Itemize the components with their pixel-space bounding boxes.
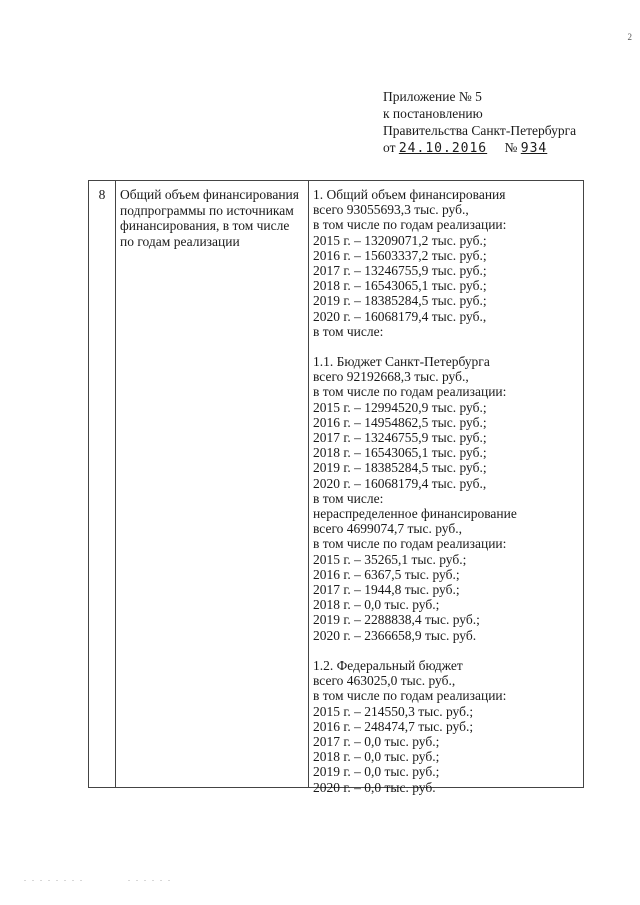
financing-line: нераспределенное финансирование [313,506,517,522]
financing-line: 1.2. Федеральный бюджет [313,657,463,673]
financing-line: 2017 г. – 13246755,9 тыс. руб.; [313,263,487,279]
financing-line: всего 92192668,3 тыс. руб., [313,369,469,385]
financing-line: в том числе по годам реализации: [313,384,507,400]
financing-line: в том числе: [313,490,384,506]
financing-line: в том числе: [313,323,384,339]
resolution-number: 934 [520,141,548,156]
row-number: 8 [98,187,106,202]
financing-section [313,354,581,643]
financing-line: всего 463025,0 тыс. руб., [313,673,456,689]
financing-line: 2017 г. – 13246755,9 тыс. руб.; [313,430,487,446]
financing-line: 2016 г. – 6367,5 тыс. руб.; [313,566,460,582]
financing-line: 2015 г. – 13209071,2 тыс. руб.; [313,232,487,248]
financing-line: 2016 г. – 248474,7 тыс. руб.; [313,718,474,734]
financing-line: 1. Общий объем финансирования [313,187,506,202]
financing-line: 2017 г. – 1944,8 тыс. руб.; [313,582,460,598]
financing-line: 2020 г. – 16068179,4 тыс. руб., [313,475,487,491]
financing-line: 2019 г. – 2288838,4 тыс. руб.; [313,612,480,628]
financing-line: 2019 г. – 18385284,5 тыс. руб.; [313,293,487,309]
scan-artifact: . . . . . . [128,874,172,883]
financing-line: 2016 г. – 15603337,2 тыс. руб.; [313,247,487,263]
financing-line: 2020 г. – 16068179,4 тыс. руб., [313,308,487,324]
financing-line: 2019 г. – 18385284,5 тыс. руб.; [313,460,487,476]
page-number: 2 [627,32,632,42]
financing-details [313,187,581,795]
financing-line: в том числе по годам реализации: [313,217,507,233]
number-label: № [504,140,518,155]
row-label: Общий объем финансирования подпрограммы по источникам финансирования, в том числе по годам реализации [120,187,299,249]
financing-line: 2019 г. – 0,0 тыс. руб.; [313,764,440,780]
financing-line: 2020 г. – 2366658,9 тыс. руб. [313,627,477,643]
financing-line: 2018 г. – 0,0 тыс. руб.; [313,749,440,765]
financing-line: 2015 г. – 214550,3 тыс. руб.; [313,703,474,719]
scan-artifact: . . . . . . . . [24,874,84,883]
financing-table [88,180,584,795]
financing-section [313,658,581,795]
appendix-resolution-ref: к постановлению [383,106,483,121]
appendix-title: Приложение № 5 [383,89,482,104]
financing-line: 2020 г. – 0,0 тыс. руб. [313,779,436,795]
appendix-date-number [383,139,576,157]
financing-line: 2015 г. – 35265,1 тыс. руб.; [313,551,467,567]
financing-line: 2018 г. – 16543065,1 тыс. руб.; [313,445,487,461]
resolution-date: 24.10.2016 [398,141,488,156]
financing-line: 2018 г. – 0,0 тыс. руб.; [313,597,440,613]
from-label: от [383,140,396,155]
appendix-government: Правительства Санкт-Петербурга [383,123,577,138]
financing-line: всего 93055693,3 тыс. руб., [313,202,469,218]
financing-line: 2015 г. – 12994520,9 тыс. руб.; [313,399,487,415]
financing-section [313,187,581,339]
appendix-header [383,88,576,157]
financing-line: в том числе по годам реализации: [313,536,507,552]
financing-line: 1.1. Бюджет Санкт-Петербурга [313,354,490,370]
financing-line: всего 4699074,7 тыс. руб., [313,521,462,537]
financing-line: в том числе по годам реализации: [313,688,507,704]
column-divider [308,181,309,787]
financing-line: 2018 г. – 16543065,1 тыс. руб.; [313,278,487,294]
column-divider [115,181,116,787]
financing-line: 2016 г. – 14954862,5 тыс. руб.; [313,414,487,430]
financing-line: 2017 г. – 0,0 тыс. руб.; [313,733,440,749]
